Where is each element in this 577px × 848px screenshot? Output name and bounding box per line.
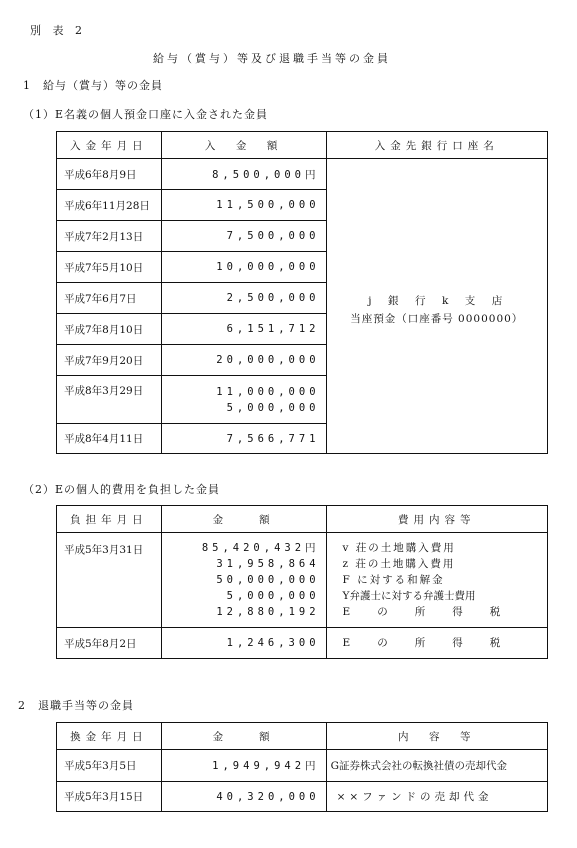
column-header: 換金年月日: [57, 723, 162, 750]
deposit-table: [56, 131, 548, 454]
table-row: [57, 628, 548, 659]
amount-line: 12,880,192: [216, 606, 320, 618]
date-cell: 平成8年4月11日: [57, 424, 162, 454]
amount-cell: 20,000,000: [161, 345, 326, 376]
amount-cell: 2,500,000: [161, 283, 326, 314]
amount-line: 11,000,000: [216, 385, 320, 398]
date-cell: 平成6年8月9日: [57, 159, 162, 190]
attachment-label: 別 表 2: [30, 24, 86, 37]
amount-cell: [161, 533, 326, 628]
table-row: [57, 159, 548, 190]
amount-cell: 1,949,942円: [161, 750, 326, 782]
amount-cell: 7,566,771: [161, 424, 326, 454]
date-cell: 平成5年8月2日: [57, 628, 162, 659]
subsection2-heading: （2）Eの個人的費用を負担した金員: [23, 483, 221, 496]
column-header: 入 金 額: [161, 132, 326, 159]
column-header: 入金先銀行口座名: [326, 132, 547, 159]
date-cell: 平成5年3月15日: [57, 782, 162, 812]
page-title: 給与（賞与）等及び退職手当等の金員: [153, 52, 391, 65]
amount-line: 31,958,864: [216, 558, 320, 570]
date-cell: 平成7年6月7日: [57, 283, 162, 314]
date-cell: 平成7年5月10日: [57, 252, 162, 283]
description-line: E の 所 得 税: [342, 637, 503, 649]
description-line: F に対する和解金: [342, 574, 445, 586]
description-cell: [326, 628, 547, 659]
amount-cell: 6,151,712: [161, 314, 326, 345]
date-cell: 平成8年3月29日: [57, 376, 162, 424]
table-row: [57, 750, 548, 782]
amount-line: 5,000,000: [226, 590, 320, 602]
amount-cell: 11,500,000: [161, 190, 326, 221]
amount-line: 5,000,000: [226, 401, 320, 414]
column-header: 費用内容等: [326, 506, 547, 533]
date-cell: 平成7年9月20日: [57, 345, 162, 376]
expense-table: [56, 505, 548, 659]
table-row: [57, 533, 548, 628]
subsection1-heading: （1）E名義の個人預金口座に入金された金員: [23, 108, 269, 121]
table-row: [57, 782, 548, 812]
column-header: 負担年月日: [57, 506, 162, 533]
date-cell: 平成6年11月28日: [57, 190, 162, 221]
description-cell: [326, 533, 547, 628]
date-cell: 平成5年3月31日: [57, 533, 162, 628]
amount-line: 85,420,432円: [201, 542, 320, 554]
retirement-table: [56, 722, 548, 812]
column-header: 入金年月日: [57, 132, 162, 159]
description-line: v 荘の土地購入費用: [342, 542, 456, 554]
column-header: 金 額: [161, 506, 326, 533]
section2-heading: 2 退職手当等の金員: [18, 699, 134, 712]
amount-cell: 7,500,000: [161, 221, 326, 252]
date-cell: 平成7年8月10日: [57, 314, 162, 345]
amount-cell: 40,320,000: [161, 782, 326, 812]
section1-heading: 1 給与（賞与）等の金員: [23, 79, 163, 92]
description-cell: ××ファンドの売却代金: [326, 782, 547, 812]
date-cell: 平成7年2月13日: [57, 221, 162, 252]
date-cell: 平成5年3月5日: [57, 750, 162, 782]
account-cell: [326, 159, 547, 454]
amount-line: 50,000,000: [216, 574, 320, 586]
account-bank: j 銀 行 k 支 店: [368, 294, 506, 307]
column-header: 金 額: [161, 723, 326, 750]
column-header: 内 容 等: [326, 723, 547, 750]
description-line: Y弁護士に対する弁護士費用: [342, 590, 476, 602]
account-number: 当座預金（口座番号 0000000）: [350, 312, 524, 325]
amount-cell: 8,500,000円: [161, 159, 326, 190]
amount-cell: [161, 376, 326, 424]
description-line: E の 所 得 税: [342, 606, 503, 618]
amount-cell: 10,000,000: [161, 252, 326, 283]
description-cell: G証券株式会社の転換社債の売却代金: [326, 750, 547, 782]
amount-cell: 1,246,300: [161, 628, 326, 659]
description-line: z 荘の土地購入費用: [342, 558, 456, 570]
